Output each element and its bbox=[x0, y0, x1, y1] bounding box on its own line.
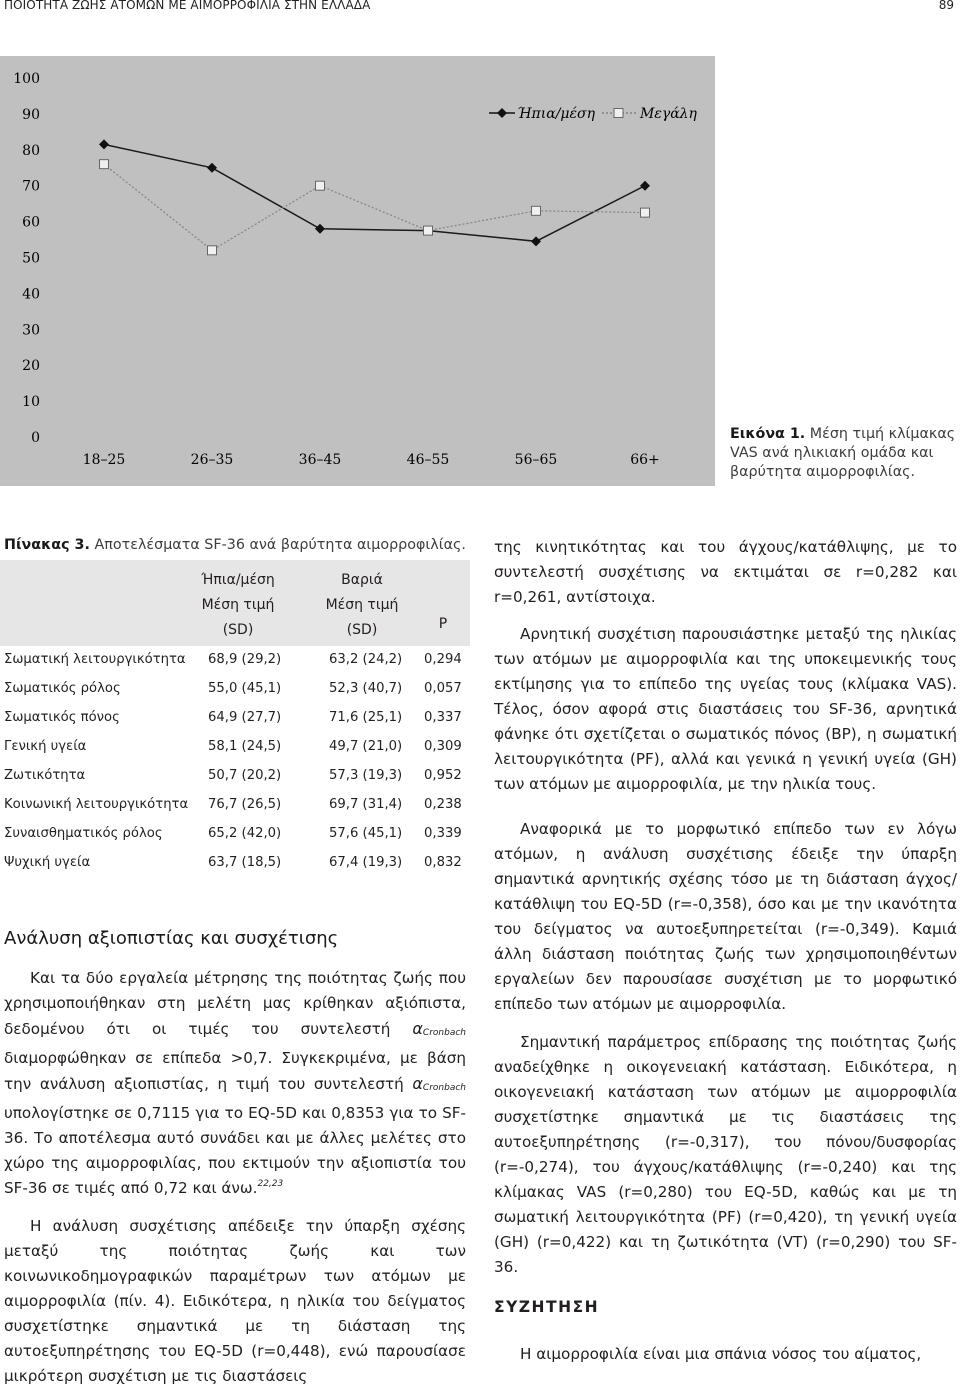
series-line-severe bbox=[104, 164, 645, 250]
y-tick-label: 50 bbox=[22, 250, 40, 267]
data-point-mild bbox=[99, 139, 109, 149]
row-mild-value: 64,9 (27,7) bbox=[208, 710, 282, 725]
y-tick-label: 10 bbox=[22, 394, 40, 411]
data-point-severe bbox=[208, 246, 217, 255]
row-severe-value: 52,3 (40,7) bbox=[329, 681, 403, 696]
alpha-letter: α bbox=[412, 1074, 423, 1093]
table-row bbox=[0, 852, 470, 876]
data-point-severe bbox=[424, 226, 433, 235]
paragraph-reliability bbox=[4, 966, 466, 1201]
row-label: Ζωτικότητα bbox=[4, 768, 86, 783]
header-mild-mean: Μέση τιμή bbox=[201, 597, 275, 613]
paragraph-text: υπολογίστηκε σε 0,7115 για το EQ-5D και 0,8353 για το SF-36. Το αποτέλεσμα αυτό συνάδει και με άλλες μελέτες στο χώρο της αιμορροφιλίας, που εκτιμούν την αξιοπιστία του SF-36 σε τιμές από 0,72 και άνω. bbox=[4, 1104, 466, 1197]
paragraph-age-correlation: Αρνητική συσχέτιση παρουσιάστηκε μεταξύ της ηλικίας των ατόμων με αιμορροφιλία και της υποκειμενικής τους εκτίμησης για το επίπεδο της υγείας τους (κλίμακα VAS). Τέλος, όσον αφορά στις διαστάσεις του SF-36, αρνητικά φάνηκε ότι σχετίζεται ο σωματικός πόνος (BP), η σωματική λειτουργικότητα (PF), αλλά και γενικά η γενική υγεία (GH) των ατόμων με αιμορροφιλία, με την ηλικία τους. bbox=[494, 625, 957, 793]
running-title: ΠΟΙΟΤΗΤΑ ΖΩΗΣ ΑΤΟΜΩΝ ΜΕ ΑΙΜΟΡΡΟΦΙΛΙΑ ΣΤΗΝ ΕΛΛΑΔΑ bbox=[4, 0, 371, 12]
table-row bbox=[0, 649, 470, 673]
row-p-value: 0,309 bbox=[424, 739, 462, 754]
row-label: Ψυχική υγεία bbox=[4, 855, 91, 870]
table-caption-text: Αποτελέσματα SF-36 ανά βαρύτητα αιμορροφιλίας. bbox=[94, 537, 466, 553]
y-tick-label: 60 bbox=[22, 214, 40, 231]
row-severe-value: 57,3 (19,3) bbox=[329, 768, 403, 783]
row-label: Σωματικός πόνος bbox=[4, 710, 120, 725]
chart-canvas bbox=[0, 56, 715, 486]
row-mild-value: 55,0 (45,1) bbox=[208, 681, 282, 696]
cronbach-subscript: Cronbach bbox=[422, 1083, 466, 1093]
legend-marker-mild bbox=[497, 108, 507, 118]
row-severe-value: 63,2 (24,2) bbox=[329, 652, 403, 667]
data-point-severe bbox=[532, 206, 541, 215]
sf36-table bbox=[0, 560, 470, 890]
paragraph-discussion: Η αιμορροφιλία είναι μια σπάνια νόσος του αίματος, bbox=[520, 1345, 922, 1363]
row-label: Κοινωνική λειτουργικότητα bbox=[4, 797, 189, 812]
data-point-mild bbox=[531, 236, 541, 246]
table-row bbox=[0, 678, 470, 702]
cronbach-subscript: Cronbach bbox=[422, 1028, 466, 1038]
header-mild-sd: (SD) bbox=[222, 622, 254, 638]
table-row bbox=[0, 765, 470, 789]
vas-line-chart bbox=[0, 56, 715, 486]
paragraph-family-status: Σημαντική παράμετρος επίδρασης της ποιότητας ζωής αναδείχθηκε η οικογενειακή κατάσταση. Ειδικότερα, η οικογενειακή κατάσταση των ατόμων με αιμορροφιλία συσχετίστηκε σημαντικά με τις διαστάσεις της αυτοεξυπηρέτησης (r=-0,317), του πόνου/δυσφορίας (r=-0,274), του άγχους/κατάθλιψης (r=-0,240) και της κλίμακας VAS (r=0,280) του EQ-5D, καθώς και με τη σωματική λειτουργικότητα (PF) (r=0,420), τη γενική υγεία (GH) (r=0,422) και τη ζωτικότητα (VT) (r=0,290) του SF-36. bbox=[494, 1033, 957, 1276]
row-label: Σωματικός ρόλος bbox=[4, 681, 121, 696]
header-p: P bbox=[438, 616, 448, 632]
row-mild-value: 58,1 (24,5) bbox=[208, 739, 282, 754]
data-point-severe bbox=[316, 181, 325, 190]
reference-superscript: 22,23 bbox=[257, 1179, 284, 1189]
table-caption-label: Πίνακας 3. bbox=[4, 537, 90, 553]
alpha-symbol bbox=[412, 1019, 466, 1038]
table-row bbox=[0, 823, 470, 847]
data-point-mild bbox=[315, 224, 325, 234]
table-row bbox=[0, 707, 470, 731]
row-label: Σωματική λειτουργικότητα bbox=[4, 652, 186, 667]
legend-label-severe: Μεγάλη bbox=[640, 106, 697, 122]
y-tick-label: 90 bbox=[22, 106, 40, 123]
row-p-value: 0,832 bbox=[424, 855, 462, 870]
table-caption bbox=[4, 537, 466, 553]
header-severe-sd: (SD) bbox=[346, 622, 378, 638]
row-p-value: 0,294 bbox=[424, 652, 462, 667]
row-p-value: 0,337 bbox=[424, 710, 462, 725]
row-mild-value: 68,9 (29,2) bbox=[208, 652, 282, 667]
data-point-severe bbox=[641, 208, 650, 217]
row-severe-value: 71,6 (25,1) bbox=[329, 710, 403, 725]
row-severe-value: 57,6 (45,1) bbox=[329, 826, 403, 841]
x-tick-label: 26–35 bbox=[190, 452, 234, 468]
paragraph-continuation: της κινητικότητας και του άγχους/κατάθλιψης, με το συντελεστή συσχέτισης να εκτιμάται σε r=0,282 και r=0,261, αντίστοιχα. bbox=[494, 538, 957, 606]
x-tick-label: 36–45 bbox=[298, 452, 342, 468]
table-header bbox=[0, 560, 470, 646]
paragraph-text: διαμορφώθηκαν σε επίπεδα >0,7. Συγκεκριμένα, με βάση την ανάλυση αξιοπιστίας, η τιμή του συντελεστή bbox=[4, 1049, 466, 1093]
x-tick-label: 66+ bbox=[630, 452, 660, 468]
row-p-value: 0,238 bbox=[424, 797, 462, 812]
data-point-mild bbox=[207, 163, 217, 173]
series-line-mild bbox=[104, 144, 645, 241]
row-mild-value: 65,2 (42,0) bbox=[208, 826, 282, 841]
table-row bbox=[0, 794, 470, 818]
running-header bbox=[0, 0, 960, 12]
paragraph-correlation: Η ανάλυση συσχέτισης απέδειξε την ύπαρξη σχέσης μεταξύ της ποιότητας ζωής και των κοινωνικοδημογραφικών παραμέτρων των ατόμων με αιμορροφιλία (πίν. 4). Ειδικότερα, η ηλικία του δείγματος συσχετίστηκε σημαντικά με τη διάσταση της αυτοεξυπηρέτησης του EQ-5D (r=0,448), ενώ παρουσίασε μικρότερη συσχέτιση με τις διαστάσεις bbox=[4, 1217, 466, 1385]
row-label: Γενική υγεία bbox=[4, 739, 87, 754]
y-tick-label: 30 bbox=[22, 322, 40, 339]
paragraph-education: Αναφορικά με το μορφωτικό επίπεδο των εν λόγω ατόμων, η ανάλυση συσχέτισης έδειξε την ύπαρξη σημαντικά αρνητικής σχέσης τόσο με τη διάσταση άγχος/κατάθλιψη του EQ-5D (r=-0,358), όσο και με την ικανότητα του δείγματος να αυτοεξυπηρετείται (r=-0,349). Καμιά άλλη διάσταση ποιότητας ζωής των χρησιμοποιηθέντων εργαλείων δεν παρουσίασε συσχέτιση με το μορφωτικό επίπεδο των ατόμων με αιμορροφιλία. bbox=[494, 820, 957, 1013]
row-mild-value: 76,7 (26,5) bbox=[208, 797, 282, 812]
header-severe-mean: Μέση τιμή bbox=[325, 597, 399, 613]
data-point-mild bbox=[640, 181, 650, 191]
row-mild-value: 50,7 (20,2) bbox=[208, 768, 282, 783]
row-mild-value: 63,7 (18,5) bbox=[208, 855, 282, 870]
legend-label-mild: Ήπια/μέση bbox=[517, 106, 595, 122]
header-mild-group: Ήπια/μέση bbox=[201, 572, 275, 588]
x-tick-label: 46–55 bbox=[406, 452, 450, 468]
y-tick-label: 40 bbox=[22, 286, 40, 303]
row-severe-value: 69,7 (31,4) bbox=[329, 797, 403, 812]
data-point-severe bbox=[100, 160, 109, 169]
row-p-value: 0,057 bbox=[424, 681, 462, 696]
figure-caption bbox=[730, 425, 960, 482]
row-severe-value: 49,7 (21,0) bbox=[329, 739, 403, 754]
y-tick-label: 80 bbox=[22, 142, 40, 159]
row-severe-value: 67,4 (19,3) bbox=[329, 855, 403, 870]
table-row bbox=[0, 736, 470, 760]
y-tick-label: 20 bbox=[22, 358, 40, 375]
alpha-symbol bbox=[412, 1074, 466, 1093]
page-number: 89 bbox=[938, 0, 954, 12]
row-p-value: 0,339 bbox=[424, 826, 462, 841]
alpha-letter: α bbox=[412, 1019, 423, 1038]
header-severe-group: Βαριά bbox=[341, 572, 383, 588]
row-p-value: 0,952 bbox=[424, 768, 462, 783]
x-tick-label: 18–25 bbox=[82, 452, 126, 468]
legend-marker-severe bbox=[614, 109, 623, 118]
paragraph-text: Και τα δύο εργαλεία μέτρησης της ποιότητας ζωής που χρησιμοποιήθηκαν στη μελέτη μας κρίθηκαν αξιόπιστα, δεδομένου ότι οι τιμές του συντελεστή bbox=[4, 969, 466, 1038]
y-tick-label: 100 bbox=[13, 71, 40, 87]
y-tick-label: 70 bbox=[22, 178, 40, 195]
section-heading-reliability: Ανάλυση αξιοπιστίας και συσχέτισης bbox=[4, 928, 339, 949]
row-label: Συναισθηματικός ρόλος bbox=[4, 826, 163, 841]
figure-caption-label: Εικόνα 1. bbox=[730, 426, 806, 442]
figure-caption-text: Μέση τιμή κλίμακας VAS ανά ηλικιακή ομάδα και βαρύτητα αιμορροφιλίας. bbox=[730, 426, 956, 480]
y-tick-label: 0 bbox=[31, 430, 40, 446]
x-tick-label: 56–65 bbox=[514, 452, 558, 468]
section-heading-discussion: ΣΥΖΗΤΗΣΗ bbox=[494, 1298, 600, 1316]
